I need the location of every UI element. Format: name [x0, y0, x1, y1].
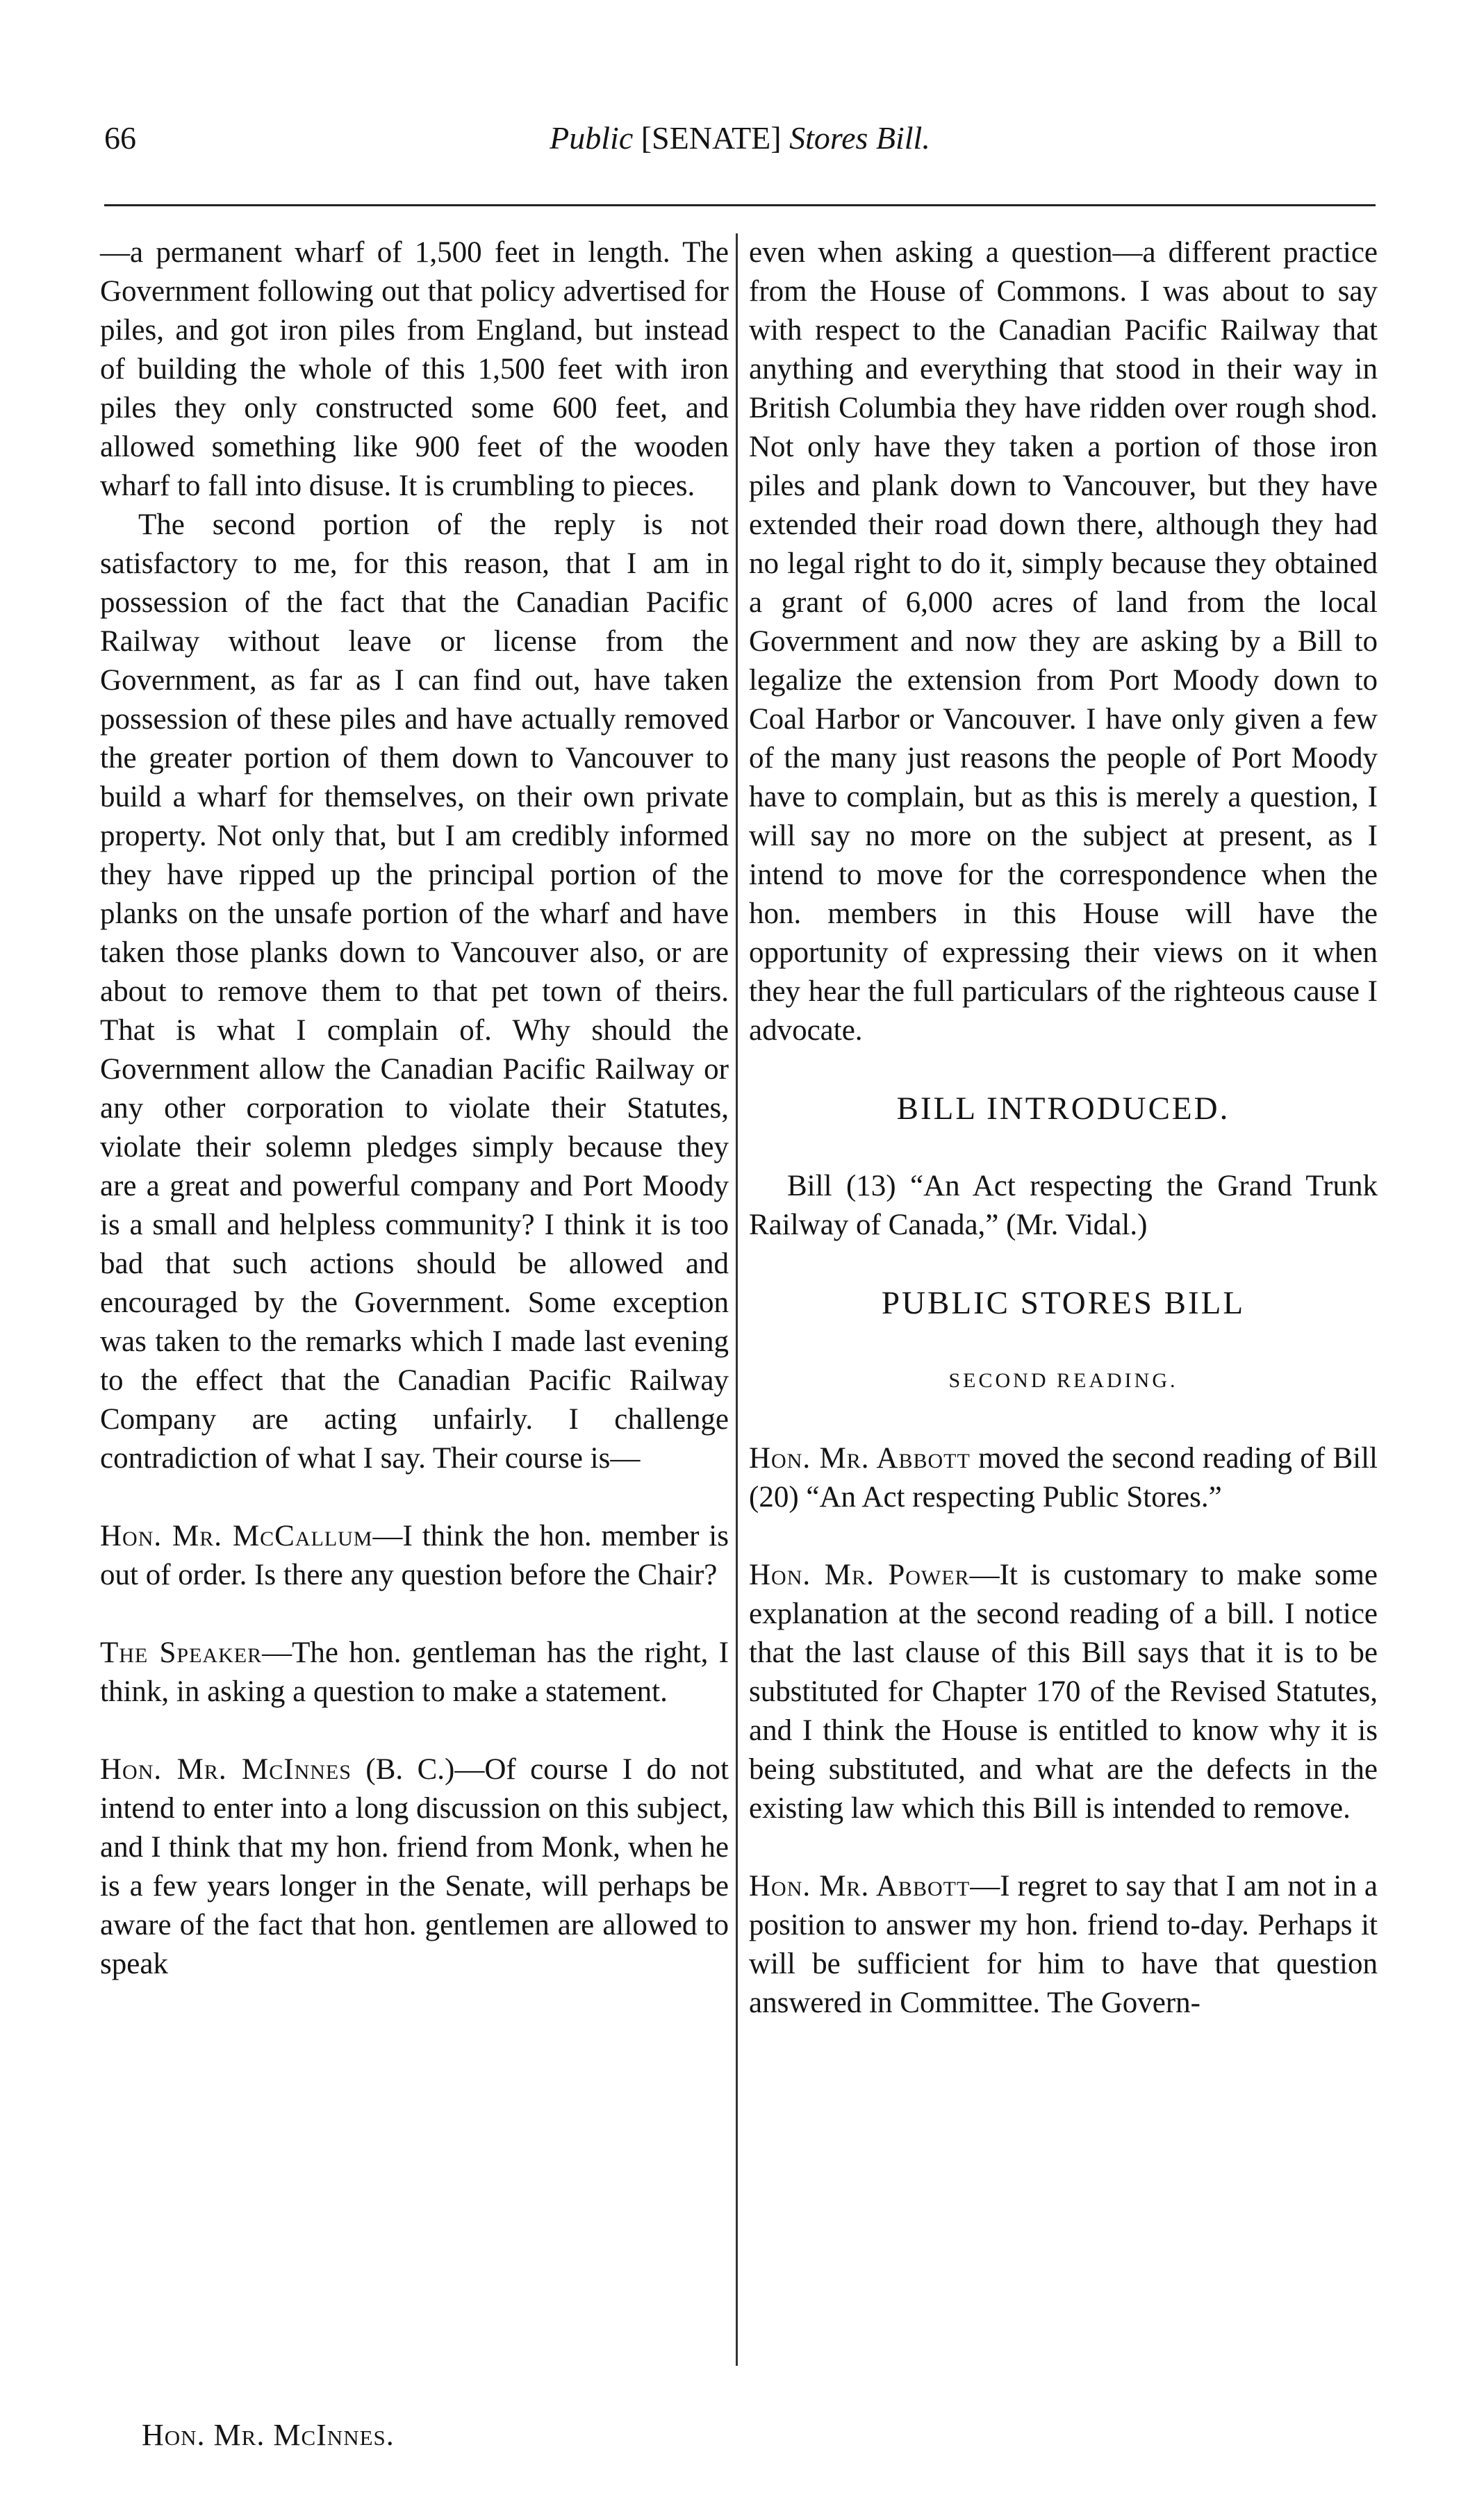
- section-subheading: SECOND READING.: [948, 1369, 1178, 1392]
- speaker-name: The Speaker: [100, 1636, 263, 1669]
- running-head-right: Stores Bill.: [789, 120, 930, 156]
- paragraph: —a permanent wharf of 1,500 feet in length. The Government following out that policy advertised for piles, and got iron piles from England, but instead of building the whole of this 1,500 feet with iron piles they only constructed some 600 feet, and allowed something like 900 feet of the wooden wharf to fall into disuse. It is crumbling to pieces.: [100, 236, 729, 502]
- running-head-center: [SENATE]: [641, 120, 782, 156]
- speech-text: —It is customary to make some explanation at the second reading of a bill. I notice that the last clause of this Bill says that it is to be substituted for Chapter 170 of the Revised Statutes, and I think the House is entitled to know why it is being substituted, and what are the defects in the existing law which this Bill is intended to remove.: [749, 1559, 1378, 1825]
- section-heading-bill-introduced: BILL INTRODUCED.: [896, 1091, 1230, 1127]
- speech-speaker: [100, 1634, 729, 1711]
- paragraph: The second portion of the reply is not satisfactory to me, for this reason, that I am in possession of the fact that the Canadian Pacific Railway without leave or license from the Government, as far as I can find out, have taken possession of these piles and have actually removed the greater portion of them down to Vancouver to build a wharf for themselves, on their own private property. Not only that, but I am credibly informed they have ripped up the principal portion of the planks on the unsafe portion of the wharf and have taken those planks down to Vancouver also, or are about to remove them to that pet town of theirs. That is what I complain of. Why should the Government allow the Canadian Pacific Railway or any other corporation to violate their Statutes, violate their solemn pledges simply because they are a great and powerful company and Port Moody is a small and helpless community? I think it is too bad that such actions should be allowed and encouraged by the Government. Some exception was taken to the remarks which I made last evening to the effect that the Canadian Pacific Railway Company are acting unfairly. I challenge contradiction of what I say. Their course is—: [100, 508, 729, 1475]
- paragraph: even when asking a question—a different practice from the House of Commons. I was about to say with respect to the Canadian Pacific Railway that anything and everything that stood in their way in British Columbia they have ridden over rough shod. Not only have they taken a portion of those iron piles and plank down to Vancouver, but they have extended their road down there, although they had no legal right to do it, simply because they obtained a grant of 6,000 acres of land from the local Government and now they are asking by a Bill to legalize the extension from Port Moody down to Coal Harbor or Vancouver. I have only given a few of the many just reasons the people of Port Moody have to complain, but as this is merely a question, I will say no more on the subject at present, as I intend to move for the correspondence when the hon. members in this House will have the opportunity of expressing their views on it when they hear the full particulars of the righteous cause I advocate.: [749, 236, 1378, 1047]
- page-header: [104, 119, 1376, 168]
- column-divider: [736, 233, 738, 2366]
- speech-text: —I regret to say that I am not in a position to answer my hon. friend to-day. Perhaps it will be sufficient for him to have that question answered in Committee. The Govern-: [749, 1870, 1378, 2019]
- speaker-name: Hon. Mr. McCallum: [100, 1520, 373, 1552]
- left-column: [100, 233, 729, 1984]
- catchword: Hon. Mr. McInnes.: [142, 2418, 395, 2452]
- speech-mccallum: [100, 1517, 729, 1595]
- speech-text: moved the second reading of Bill (20) “An Act respecting Public Stores.”: [749, 1442, 1378, 1514]
- speech-mcinnes: [100, 1750, 729, 1984]
- speaker-name: Hon. Mr. McInnes: [100, 1753, 352, 1786]
- speaker-name: Hon. Mr. Abbott: [749, 1442, 971, 1475]
- paragraph: Bill (13) “An Act respecting the Grand Trunk Railway of Canada,” (Mr. Vidal.): [749, 1170, 1378, 1241]
- speaker-name: Hon. Mr. Abbott: [749, 1870, 971, 1903]
- running-head: [104, 119, 1376, 156]
- speech-power: [749, 1556, 1378, 1828]
- speech-abbott: [749, 1439, 1378, 1517]
- speech-abbott: [749, 1867, 1378, 2023]
- right-column: [749, 233, 1378, 2023]
- page-number: 66: [104, 120, 136, 156]
- speaker-name: Hon. Mr. Power: [749, 1559, 970, 1591]
- header-rule: [104, 204, 1376, 206]
- speech-text: —I think the hon. member is out of order. Is there any question before the Chair?: [100, 1520, 729, 1591]
- section-heading-public-stores-bill: PUBLIC STORES BILL: [881, 1285, 1246, 1321]
- running-head-left: Public: [550, 120, 634, 156]
- speech-text: (B. C.)—Of course I do not intend to enter into a long discussion on this subject, and I think that my hon. friend from Monk, when he is a few years longer in the Senate, will perhaps be aware of the fact that hon. gentlemen are allowed to speak: [100, 1753, 729, 1980]
- speech-text: —The hon. gentleman has the right, I think, in asking a question to make a statement.: [100, 1636, 729, 1708]
